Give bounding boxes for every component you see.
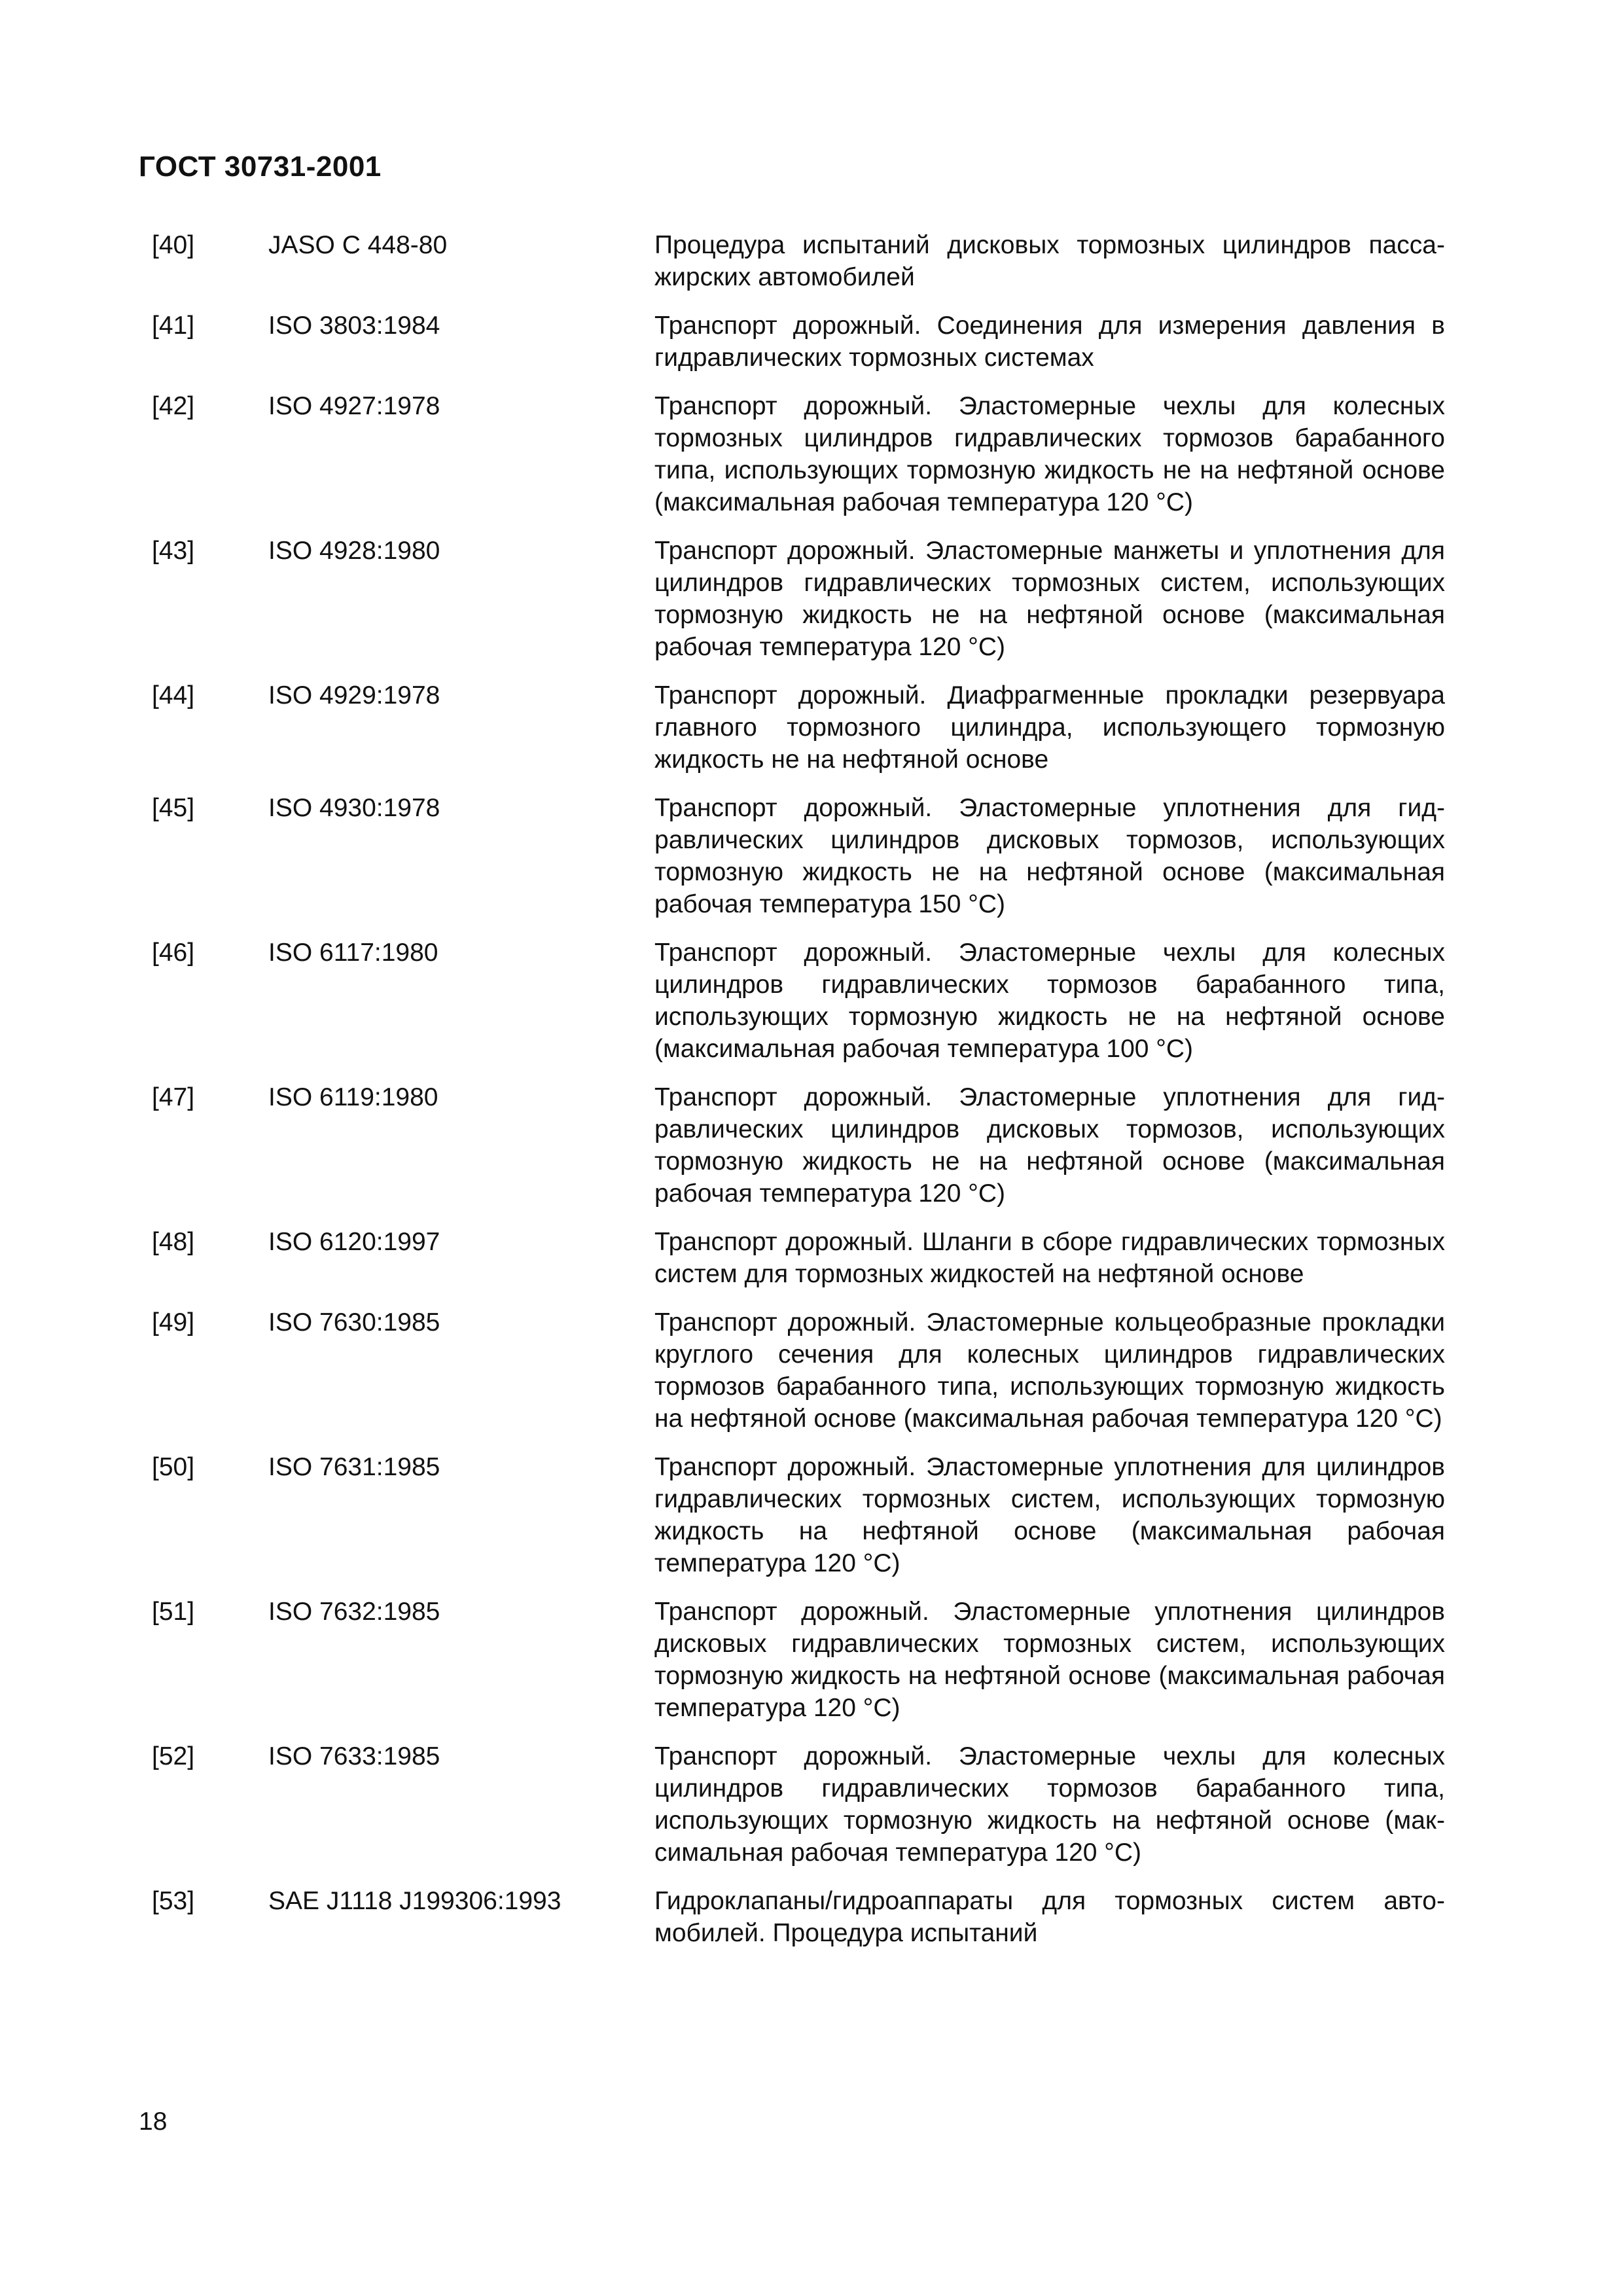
reference-number: [48] (152, 1228, 195, 1256)
reference-number: [51] (152, 1598, 195, 1626)
reference-title: Транспорт дорожный. Эластомерные чехлы для колесных цилиндров гидравлических тормозов барабанного типа, использующих тормозную жидкость не на нефтяной основе (максимальная рабочая температура 100 °С) (654, 939, 1445, 1063)
reference-item (152, 1081, 1461, 1210)
reference-item (152, 390, 1461, 518)
reference-number: [44] (152, 681, 195, 709)
reference-item (152, 1306, 1461, 1435)
reference-item (152, 1451, 1461, 1579)
reference-code: ISO 7632:1985 (268, 1598, 440, 1626)
reference-number: [47] (152, 1083, 195, 1111)
reference-item (152, 937, 1461, 1065)
reference-code: ISO 6120:1997 (268, 1228, 440, 1256)
reference-list (152, 229, 1461, 1965)
page-number: 18 (139, 2108, 168, 2136)
reference-item (152, 535, 1461, 663)
reference-number: [41] (152, 312, 195, 340)
reference-title: Транспорт дорожный. Диафрагменные прокладки резервуара главного тормозного цилиндра, использующего тормозную жидкость не на нефтяной основе (654, 681, 1445, 774)
reference-title: Транспорт дорожный. Эластомерные уплотнения для цилиндров гидравлических тормозных систем, использующих тормозную жидкость на нефтяной основе (максимальная рабочая температура 120 °С) (654, 1453, 1445, 1577)
reference-number: [46] (152, 939, 195, 967)
reference-number: [53] (152, 1887, 195, 1915)
reference-code: ISO 4928:1980 (268, 537, 440, 565)
reference-number: [52] (152, 1742, 195, 1770)
reference-code: ISO 7631:1985 (268, 1453, 440, 1481)
reference-number: [42] (152, 392, 195, 420)
reference-item (152, 229, 1461, 293)
reference-number: [40] (152, 231, 195, 259)
reference-code: JASO C 448-80 (268, 231, 448, 259)
reference-title: Транспорт дорожный. Соединения для измерения давления в гидравлических тормозных системах (654, 312, 1445, 372)
reference-code: ISO 6117:1980 (268, 939, 438, 967)
reference-title: Гидроклапаны/гидроаппараты для тормозных систем автомобилей. Процедура испытаний (654, 1887, 1445, 1947)
reference-item (152, 1226, 1461, 1290)
reference-title: Транспорт дорожный. Эластомерные уплотнения цилиндров дисковых гидравлических тормозных систем, использующих тормозную жидкость на нефтяной основе (максимальная рабочая температура 120 °С) (654, 1598, 1445, 1722)
reference-code: ISO 3803:1984 (268, 312, 440, 340)
reference-number: [50] (152, 1453, 195, 1481)
reference-title: Транспорт дорожный. Эластомерные уплотнения для гидравлических цилиндров дисковых тормозов, использующих тормозную жидкость не на нефтяной основе (максимальная рабочая температура 150 °С) (654, 794, 1445, 918)
reference-code: ISO 7630:1985 (268, 1308, 440, 1336)
reference-number: [49] (152, 1308, 195, 1336)
reference-title: Транспорт дорожный. Эластомерные кольцеобразные прокладки круглого сечения для колесных цилиндров гидравлических тормозов барабанного типа, использующих тормозную жидкость на нефтяной основе (максимальная рабочая температура 120 °С) (654, 1308, 1445, 1433)
reference-item (152, 310, 1461, 374)
reference-item (152, 1885, 1461, 1949)
reference-title: Транспорт дорожный. Эластомерные чехлы для колесных цилиндров гидравлических тормозов барабанного типа, использующих тормозную жидкость на нефтяной основе (максимальная рабочая температура 120 °С) (654, 1742, 1445, 1867)
reference-code: ISO 4927:1978 (268, 392, 440, 420)
reference-title: Транспорт дорожный. Эластомерные манжеты и уплотнения для цилиндров гидравлических тормозных систем, использующих тормозную жидкость не на нефтяной основе (максимальная рабочая температура 120 °С) (654, 537, 1445, 661)
reference-title: Транспорт дорожный. Шланги в сборе гидравлических тормозных систем для тормозных жидкостей на нефтяной основе (654, 1228, 1445, 1288)
reference-item (152, 792, 1461, 920)
reference-item (152, 679, 1461, 776)
reference-item (152, 1740, 1461, 1869)
reference-number: [43] (152, 537, 195, 565)
reference-item (152, 1596, 1461, 1724)
document-header: ГОСТ 30731-2001 (139, 151, 382, 183)
reference-title: Транспорт дорожный. Эластомерные уплотнения для гидравлических цилиндров дисковых тормозов, использующих тормозную жидкость не на нефтяной основе (максимальная рабочая температура 120 °С) (654, 1083, 1445, 1208)
reference-code: ISO 4930:1978 (268, 794, 440, 822)
reference-code: SAE J1118 J199306:1993 (268, 1887, 562, 1915)
reference-title: Транспорт дорожный. Эластомерные чехлы для колесных тормозных цилиндров гидравлических тормозов барабанного типа, использующих тормозную жидкость не на нефтяной основе (максимальная рабочая температура 120 °С) (654, 392, 1445, 516)
reference-number: [45] (152, 794, 195, 822)
reference-code: ISO 4929:1978 (268, 681, 440, 709)
reference-code: ISO 7633:1985 (268, 1742, 440, 1770)
reference-title: Процедура испытаний дисковых тормозных цилиндров пассажирских автомобилей (654, 231, 1445, 291)
reference-code: ISO 6119:1980 (268, 1083, 438, 1111)
